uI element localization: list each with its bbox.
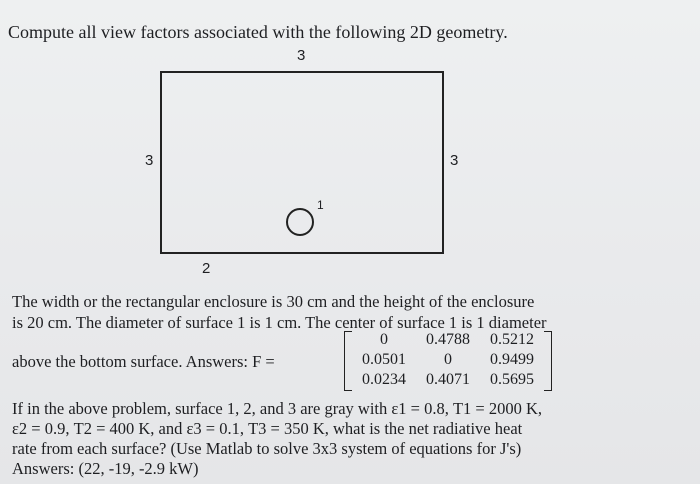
matrix-cell: 0.9499	[490, 351, 534, 368]
label-top-surface: 3	[297, 47, 306, 64]
paragraph1-line2: is 20 cm. The diameter of surface 1 is 1 cm. The center of surface 1 is 1 diameter	[12, 313, 547, 332]
matrix-cell: 0.0234	[362, 371, 406, 388]
matrix-cell: 0	[444, 351, 452, 368]
label-bottom-surface: 2	[202, 260, 211, 277]
label-left-surface: 3	[145, 152, 154, 169]
matrix-cell: 0.5695	[490, 371, 534, 388]
matrix-cell: 0.5212	[490, 331, 534, 348]
matrix-row-1	[352, 331, 544, 349]
matrix-row-3	[352, 371, 544, 389]
paragraph2-line3: rate from each surface? (Use Matlab to solve 3x3 system of equations for J's)	[12, 439, 522, 458]
paragraph2-line2: ε2 = 0.9, T2 = 400 K, and ε3 = 0.1, T3 = 350 K, what is the net radiative heat	[12, 419, 523, 438]
paragraph1-line1: The width or the rectangular enclosure is 30 cm and the height of the enclosure	[12, 292, 535, 311]
paragraph2-line4: Answers: (22, -19, -2.9 kW)	[12, 459, 199, 478]
paragraph1-line3: above the bottom surface. Answers: F =	[12, 352, 275, 371]
matrix-row-2	[352, 351, 544, 369]
label-right-surface: 3	[450, 152, 459, 169]
circular-surface-1	[286, 208, 314, 236]
matrix-cell: 0.4071	[426, 371, 470, 388]
matrix-cell: 0.4788	[426, 331, 470, 348]
question-text: Compute all view factors associated with the following 2D geometry.	[8, 22, 508, 42]
paragraph2-line1: If in the above problem, surface 1, 2, and 3 are gray with ε1 = 0.8, T1 = 2000 K,	[12, 399, 543, 418]
matrix-right-bracket	[544, 331, 552, 391]
matrix-left-bracket	[344, 331, 352, 391]
matrix-cell: 0.0501	[362, 351, 406, 368]
label-circle-surface: 1	[317, 198, 324, 212]
matrix-cell: 0	[380, 331, 388, 348]
